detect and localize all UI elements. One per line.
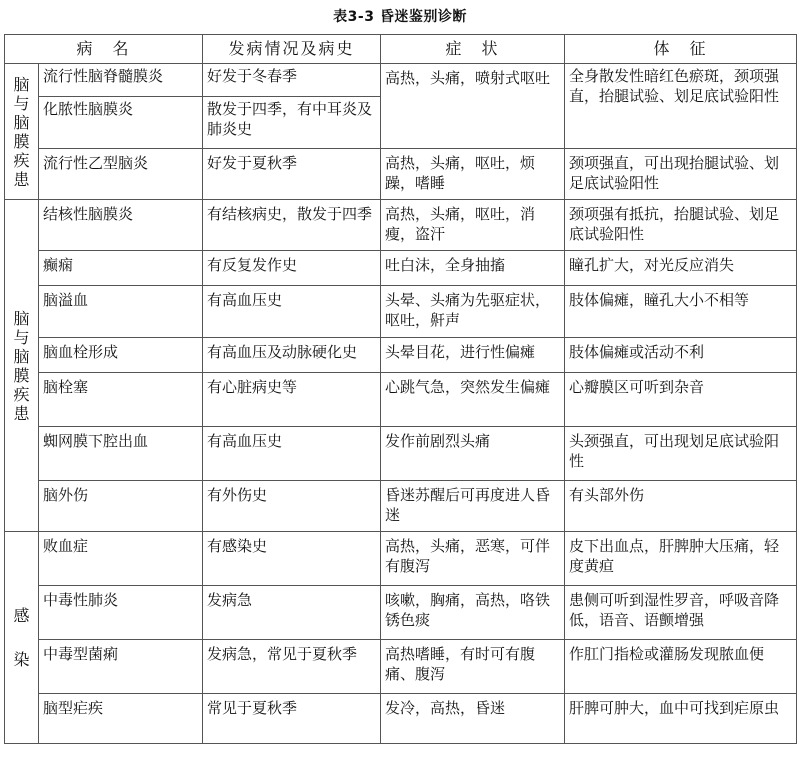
cell-history: 有高血压史: [203, 286, 381, 338]
table-row: [5, 286, 797, 338]
table-row: [5, 64, 797, 97]
cell-signs: 瞳孔扩大，对光反应消失: [565, 251, 797, 286]
cell-name: 中毒性肺炎: [39, 586, 203, 640]
table-row: [5, 338, 797, 373]
group-label-1: 脑与脑膜疾患: [5, 64, 39, 200]
cell-name: 中毒型菌痢: [39, 640, 203, 694]
cell-symptoms: 高热，头痛，呕吐，烦躁，嗜睡: [381, 149, 565, 200]
cell-history: 有结核病史，散发于四季: [203, 200, 381, 251]
cell-signs: 皮下出血点，肝脾肿大压痛，轻度黄疸: [565, 532, 797, 586]
cell-history: 有反复发作史: [203, 251, 381, 286]
table-row: [5, 694, 797, 744]
cell-signs: 心瓣膜区可听到杂音: [565, 373, 797, 427]
cell-name: 癫痫: [39, 251, 203, 286]
table-row: [5, 586, 797, 640]
cell-name: 化脓性脑膜炎: [39, 97, 203, 149]
group-label-2: 脑与脑膜疾患: [5, 200, 39, 532]
table-row: [5, 149, 797, 200]
table-row: [5, 427, 797, 481]
cell-signs: 颈项强直，可出现抬腿试验、划足底试验阳性: [565, 149, 797, 200]
table-title: 表3-3 昏迷鉴别诊断: [333, 9, 467, 25]
cell-signs: 肢体偏瘫或活动不利: [565, 338, 797, 373]
cell-symptoms: 高热，头痛，喷射式呕吐: [381, 64, 565, 149]
cell-signs: 颈项强有抵抗，抬腿试验、划足底试验阳性: [565, 200, 797, 251]
cell-name: 脑血栓形成: [39, 338, 203, 373]
cell-signs: 患侧可听到湿性罗音，呼吸音降低，语音、语颤增强: [565, 586, 797, 640]
cell-name: 结核性脑膜炎: [39, 200, 203, 251]
cell-name: 脑型疟疾: [39, 694, 203, 744]
cell-signs: 肢体偏瘫，瞳孔大小不相等: [565, 286, 797, 338]
header-signs: 体 征: [565, 35, 797, 64]
cell-history: 有感染史: [203, 532, 381, 586]
cell-symptoms: 头晕、头痛为先驱症状，呕吐，鼾声: [381, 286, 565, 338]
cell-history: 有心脏病史等: [203, 373, 381, 427]
cell-symptoms: 发冷，高热，昏迷: [381, 694, 565, 744]
diagnosis-table: [4, 34, 797, 744]
cell-name: 脑栓塞: [39, 373, 203, 427]
cell-history: 散发于四季，有中耳炎及肺炎史: [203, 97, 381, 149]
cell-history: 好发于冬春季: [203, 64, 381, 97]
header-disease: 病 名: [5, 35, 203, 64]
table-row: [5, 200, 797, 251]
cell-signs: 肝脾可肿大，血中可找到疟原虫: [565, 694, 797, 744]
cell-history: 有外伤史: [203, 481, 381, 532]
cell-name: 脑溢血: [39, 286, 203, 338]
cell-name: 流行性乙型脑炎: [39, 149, 203, 200]
cell-history: 有高血压史: [203, 427, 381, 481]
header-history: 发病情况及病史: [203, 35, 381, 64]
header-symptoms: 症 状: [381, 35, 565, 64]
cell-symptoms: 高热，头痛，恶寒，可伴有腹泻: [381, 532, 565, 586]
table-row: [5, 532, 797, 586]
cell-symptoms: 吐白沫，全身抽搐: [381, 251, 565, 286]
cell-history: 常见于夏秋季: [203, 694, 381, 744]
cell-name: 败血症: [39, 532, 203, 586]
cell-signs: 全身散发性暗红色瘀斑，颈项强直，抬腿试验、划足底试验阳性: [565, 64, 797, 149]
cell-name: 蜘网膜下腔出血: [39, 427, 203, 481]
header-row: [5, 35, 797, 64]
cell-history: 好发于夏秋季: [203, 149, 381, 200]
cell-name: 流行性脑脊髓膜炎: [39, 64, 203, 97]
table-row: [5, 373, 797, 427]
cell-history: 发病急: [203, 586, 381, 640]
table-row: [5, 251, 797, 286]
cell-signs: 有头部外伤: [565, 481, 797, 532]
cell-history: 有高血压及动脉硬化史: [203, 338, 381, 373]
cell-symptoms: 发作前剧烈头痛: [381, 427, 565, 481]
table-row: [5, 640, 797, 694]
cell-symptoms: 头晕目花，进行性偏瘫: [381, 338, 565, 373]
cell-symptoms: 咳嗽，胸痛，高热，咯铁锈色痰: [381, 586, 565, 640]
cell-history: 发病急，常见于夏秋季: [203, 640, 381, 694]
cell-signs: 作肛门指检或灌肠发现脓血便: [565, 640, 797, 694]
cell-symptoms: 高热，头痛，呕吐，消瘦，盗汗: [381, 200, 565, 251]
cell-signs: 头颈强直，可出现划足底试验阳性: [565, 427, 797, 481]
table-row: [5, 481, 797, 532]
cell-symptoms: 高热嗜睡，有时可有腹痛、腹泻: [381, 640, 565, 694]
group-label-3: 感染: [5, 532, 39, 744]
cell-symptoms: 昏迷苏醒后可再度进人昏迷: [381, 481, 565, 532]
cell-symptoms: 心跳气急，突然发生偏瘫: [381, 373, 565, 427]
cell-name: 脑外伤: [39, 481, 203, 532]
